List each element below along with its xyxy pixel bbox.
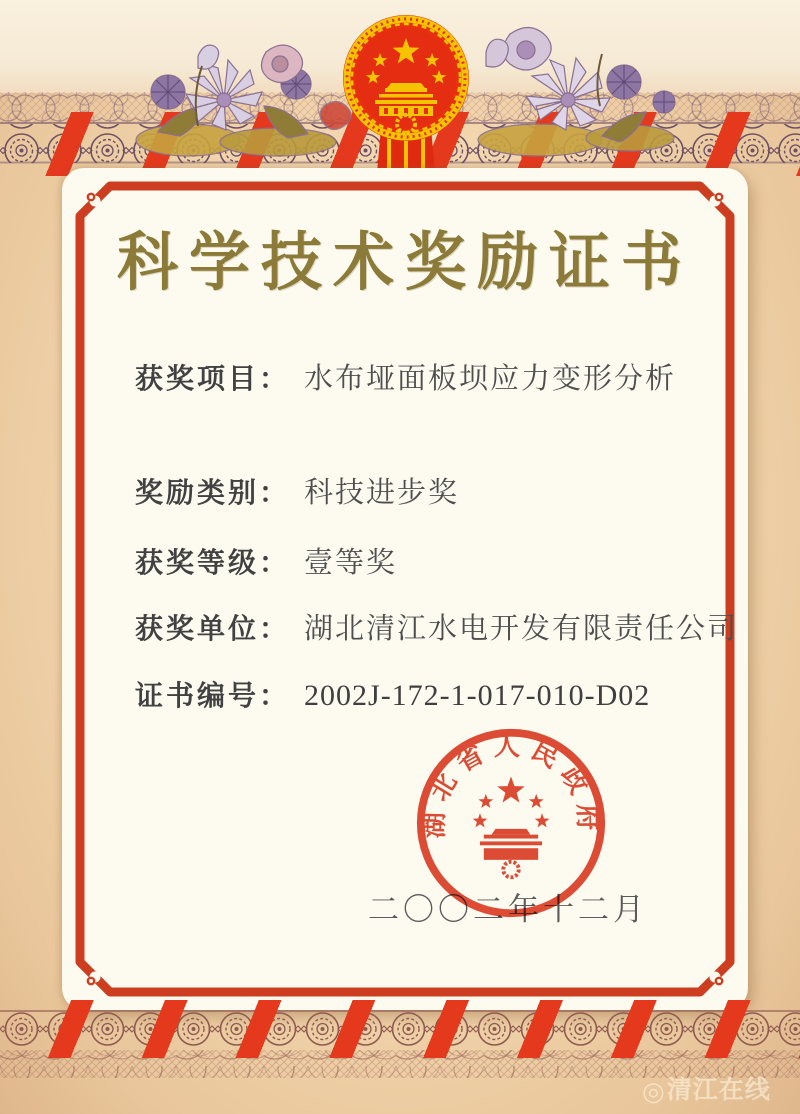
issue-date: 二〇〇二年十二月: [368, 892, 648, 927]
watermark-text: 清江在线: [666, 1076, 771, 1104]
seal-text: 湖北省人民政府: [418, 731, 604, 840]
watermark-logo-icon: ◎: [642, 1076, 666, 1106]
field-label: 证书编号：: [135, 680, 291, 711]
frame-corner-notches: [88, 194, 722, 984]
flower-ornament-right: [452, 18, 688, 166]
field-value: 湖北清江水电开发有限责任公司: [304, 613, 739, 645]
field-value: 水布垭面板坝应力变形分析: [304, 363, 677, 395]
field-value: 科技进步奖: [304, 477, 460, 509]
field-award-category: [135, 470, 459, 511]
field-label: 获奖项目：: [135, 363, 291, 394]
field-certificate-number: [135, 674, 650, 714]
field-value: 2002J-172-1-017-010-D02: [304, 679, 651, 712]
field-award-project: [135, 356, 676, 397]
national-emblem-icon: [335, 8, 477, 176]
field-value: 壹等奖: [304, 547, 398, 579]
field-label: 获奖单位：: [135, 613, 291, 644]
government-seal: [414, 726, 608, 920]
flower-ornament-left: [128, 22, 360, 164]
field-label: 获奖等级：: [135, 547, 291, 578]
watermark: [642, 1070, 771, 1107]
certificate-title: 科学技术奖励证书: [116, 228, 693, 299]
certificate-panel: [62, 168, 748, 1010]
field-label: 奖励类别：: [135, 477, 291, 508]
field-award-grade: [135, 540, 397, 581]
field-award-unit: [135, 606, 738, 647]
